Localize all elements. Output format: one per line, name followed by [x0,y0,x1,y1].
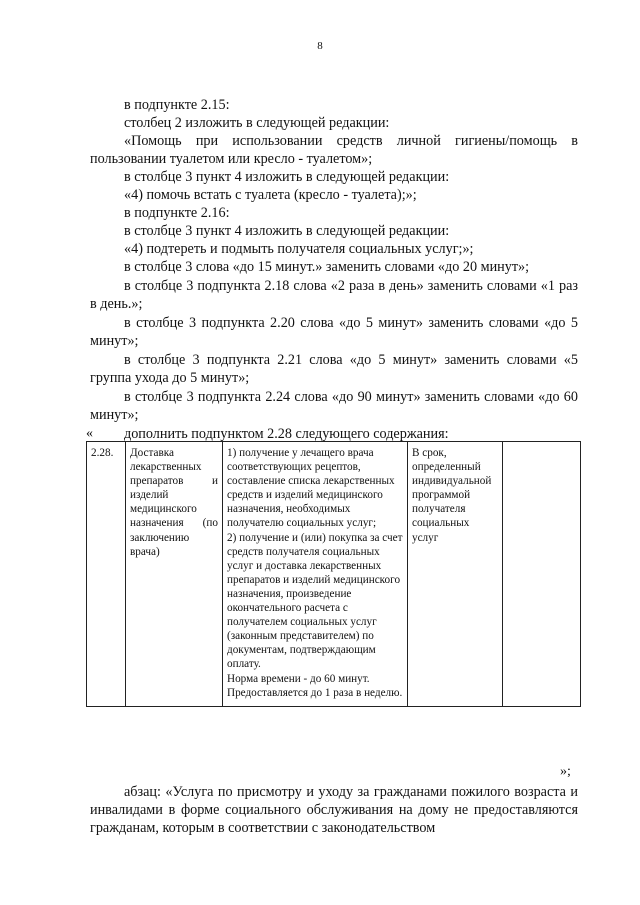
paragraph-2: столбец 2 изложить в следующей редакции: [124,115,390,131]
cell-term: В срок, определенный индивидуальной программой получателя социальных услуг [408,442,503,707]
paragraph-9: в столбце 3 слова «до 15 минут.» заменить словами «до 20 минут»; [124,259,530,275]
content-line-4: Предоставляется до 1 раза в неделю. [227,686,403,699]
paragraph-4: в столбце 3 пункт 4 изложить в следующей редакции: [124,169,450,185]
paragraph-abzac: абзац: «Услуга по присмотру и уходу за гражданами пожилого возраста и инвалидами в форме социального обслуживания на дому не предоставляются гражданам, которым в соответствии с законодательством [90,784,578,836]
paragraph-1: в подпункте 2.15: [124,97,230,113]
paragraph-11: в столбце 3 подпункта 2.20 слова «до 5 минут» заменить словами «до 5 минут»; [90,315,578,349]
cell-service-content [223,442,408,707]
paragraph-3: «Помощь при использовании средств личной гигиены/помощь в пользовании туалетом или кресло - туалетом»; [90,133,578,167]
content-line-1: 1) получение у лечащего врача соответствующих рецептов, составление списка лекарственных средств и изделий медицинского назначения, необходимых получателю социальных услуг; [227,447,395,530]
cell-service-name: Доставка лекарственных препаратов и изделий медицинского назначения (по заключению врача) [126,442,223,707]
paragraph-8: «4) подтереть и подмыть получателя социальных услуг;»; [124,241,474,257]
table-close-quote: »; [560,764,571,779]
paragraph-12: в столбце 3 подпункта 2.21 слова «до 5 минут» заменить словами «5 группа ухода до 5 минут»; [90,352,578,386]
document-body [90,96,578,443]
paragraph-6: в подпункте 2.16: [124,205,230,221]
table-row [87,442,581,707]
table-open-quote: « [86,426,93,441]
cell-number: 2.28. [87,442,126,707]
paragraph-10: в столбце 3 подпункта 2.18 слова «2 раза в день» заменить словами «1 раз в день.»; [90,278,578,312]
content-line-3: Норма времени - до 60 минут. [227,672,370,685]
service-table [86,441,581,707]
paragraph-7: в столбце 3 пункт 4 изложить в следующей редакции: [124,223,450,239]
content-line-2: 2) получение и (или) покупка за счет средств получателя социальных услуг и доставка лекарственных препаратов и изделий медицинского назначения, произведение окончательного расчета с получателем социальных услуг (законным представителем) по документам, подтверждающим оплату. [227,531,403,671]
paragraph-13: в столбце 3 подпункта 2.24 слова «до 90 минут» заменить словами «до 60 минут»; [90,389,578,423]
cell-empty [503,442,581,707]
paragraph-5: «4) помочь встать с туалета (кресло - туалета);»; [124,187,417,203]
paragraph-14: дополнить подпунктом 2.28 следующего содержания: [124,426,449,442]
page-number: 8 [317,40,323,52]
